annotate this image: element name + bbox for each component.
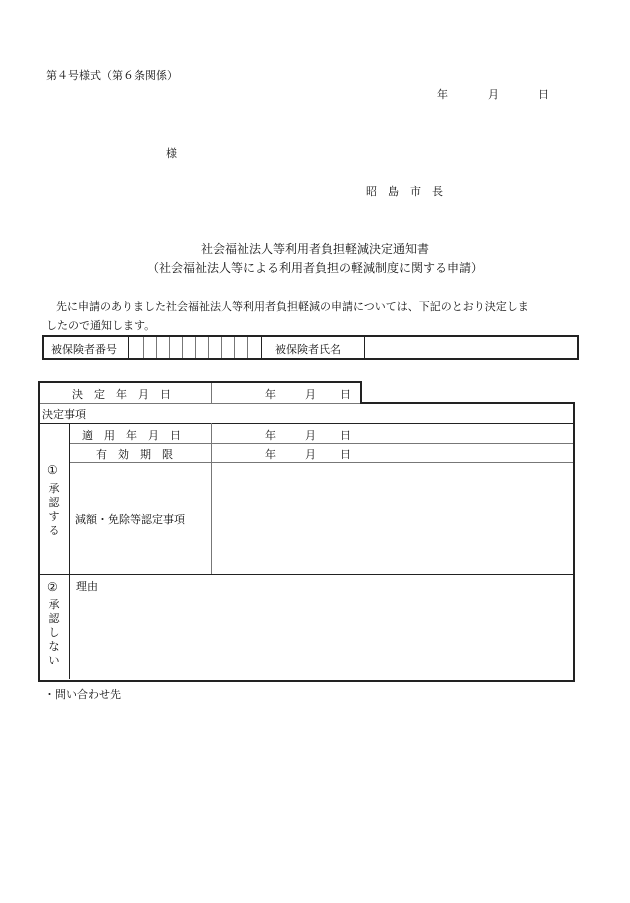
insured-number-label: 被保険者番号 — [51, 343, 117, 356]
reason-field[interactable] — [70, 592, 573, 679]
approve-number: ① — [47, 463, 58, 477]
valid-period-year: 年 — [265, 448, 276, 461]
issuer: 昭 島 市 長 — [366, 185, 443, 198]
contact-label: ・問い合わせ先 — [44, 688, 121, 701]
document-subtitle: （社会福祉法人等による利用者負担の軽減制度に関する申請） — [146, 261, 483, 275]
header-date-day: 日 — [538, 88, 549, 101]
apply-date-month: 月 — [305, 429, 316, 442]
reduction-details-field[interactable] — [212, 463, 573, 573]
apply-date-label: 適 用 年 月 日 — [82, 429, 181, 442]
reduction-label: 減額・免除等認定事項 — [75, 513, 185, 526]
reason-label: 理由 — [76, 580, 98, 593]
intro-line-2: したので通知します。 — [46, 319, 156, 332]
apply-date-year: 年 — [265, 429, 276, 442]
decision-date-month: 月 — [305, 388, 316, 401]
form-number: 第４号様式（第６条関係） — [46, 69, 178, 82]
document-title: 社会福祉法人等利用者負担軽減決定通知書 — [200, 242, 429, 256]
insured-name-field[interactable] — [365, 337, 577, 358]
decision-date-year: 年 — [265, 388, 276, 401]
addressee-suffix: 様 — [166, 147, 177, 160]
insured-name-label: 被保険者氏名 — [275, 343, 341, 356]
decision-date-day: 日 — [340, 388, 351, 401]
reject-label: 承認しない — [48, 598, 60, 667]
valid-period-month: 月 — [305, 448, 316, 461]
apply-date-day: 日 — [340, 429, 351, 442]
approve-label: 承認する — [48, 482, 60, 537]
header-date-year: 年 — [437, 88, 448, 101]
valid-period-day: 日 — [340, 448, 351, 461]
valid-period-label: 有 効 期 限 — [96, 448, 173, 461]
reject-number: ② — [47, 580, 58, 594]
decision-date-label: 決 定 年 月 日 — [72, 388, 171, 401]
intro-line-1: 先に申請のありました社会福祉法人等利用者負担軽減の申請については、下記のとおり決定しま — [56, 300, 529, 313]
decision-items-label: 決定事項 — [42, 408, 86, 421]
header-date-month: 月 — [488, 88, 499, 101]
